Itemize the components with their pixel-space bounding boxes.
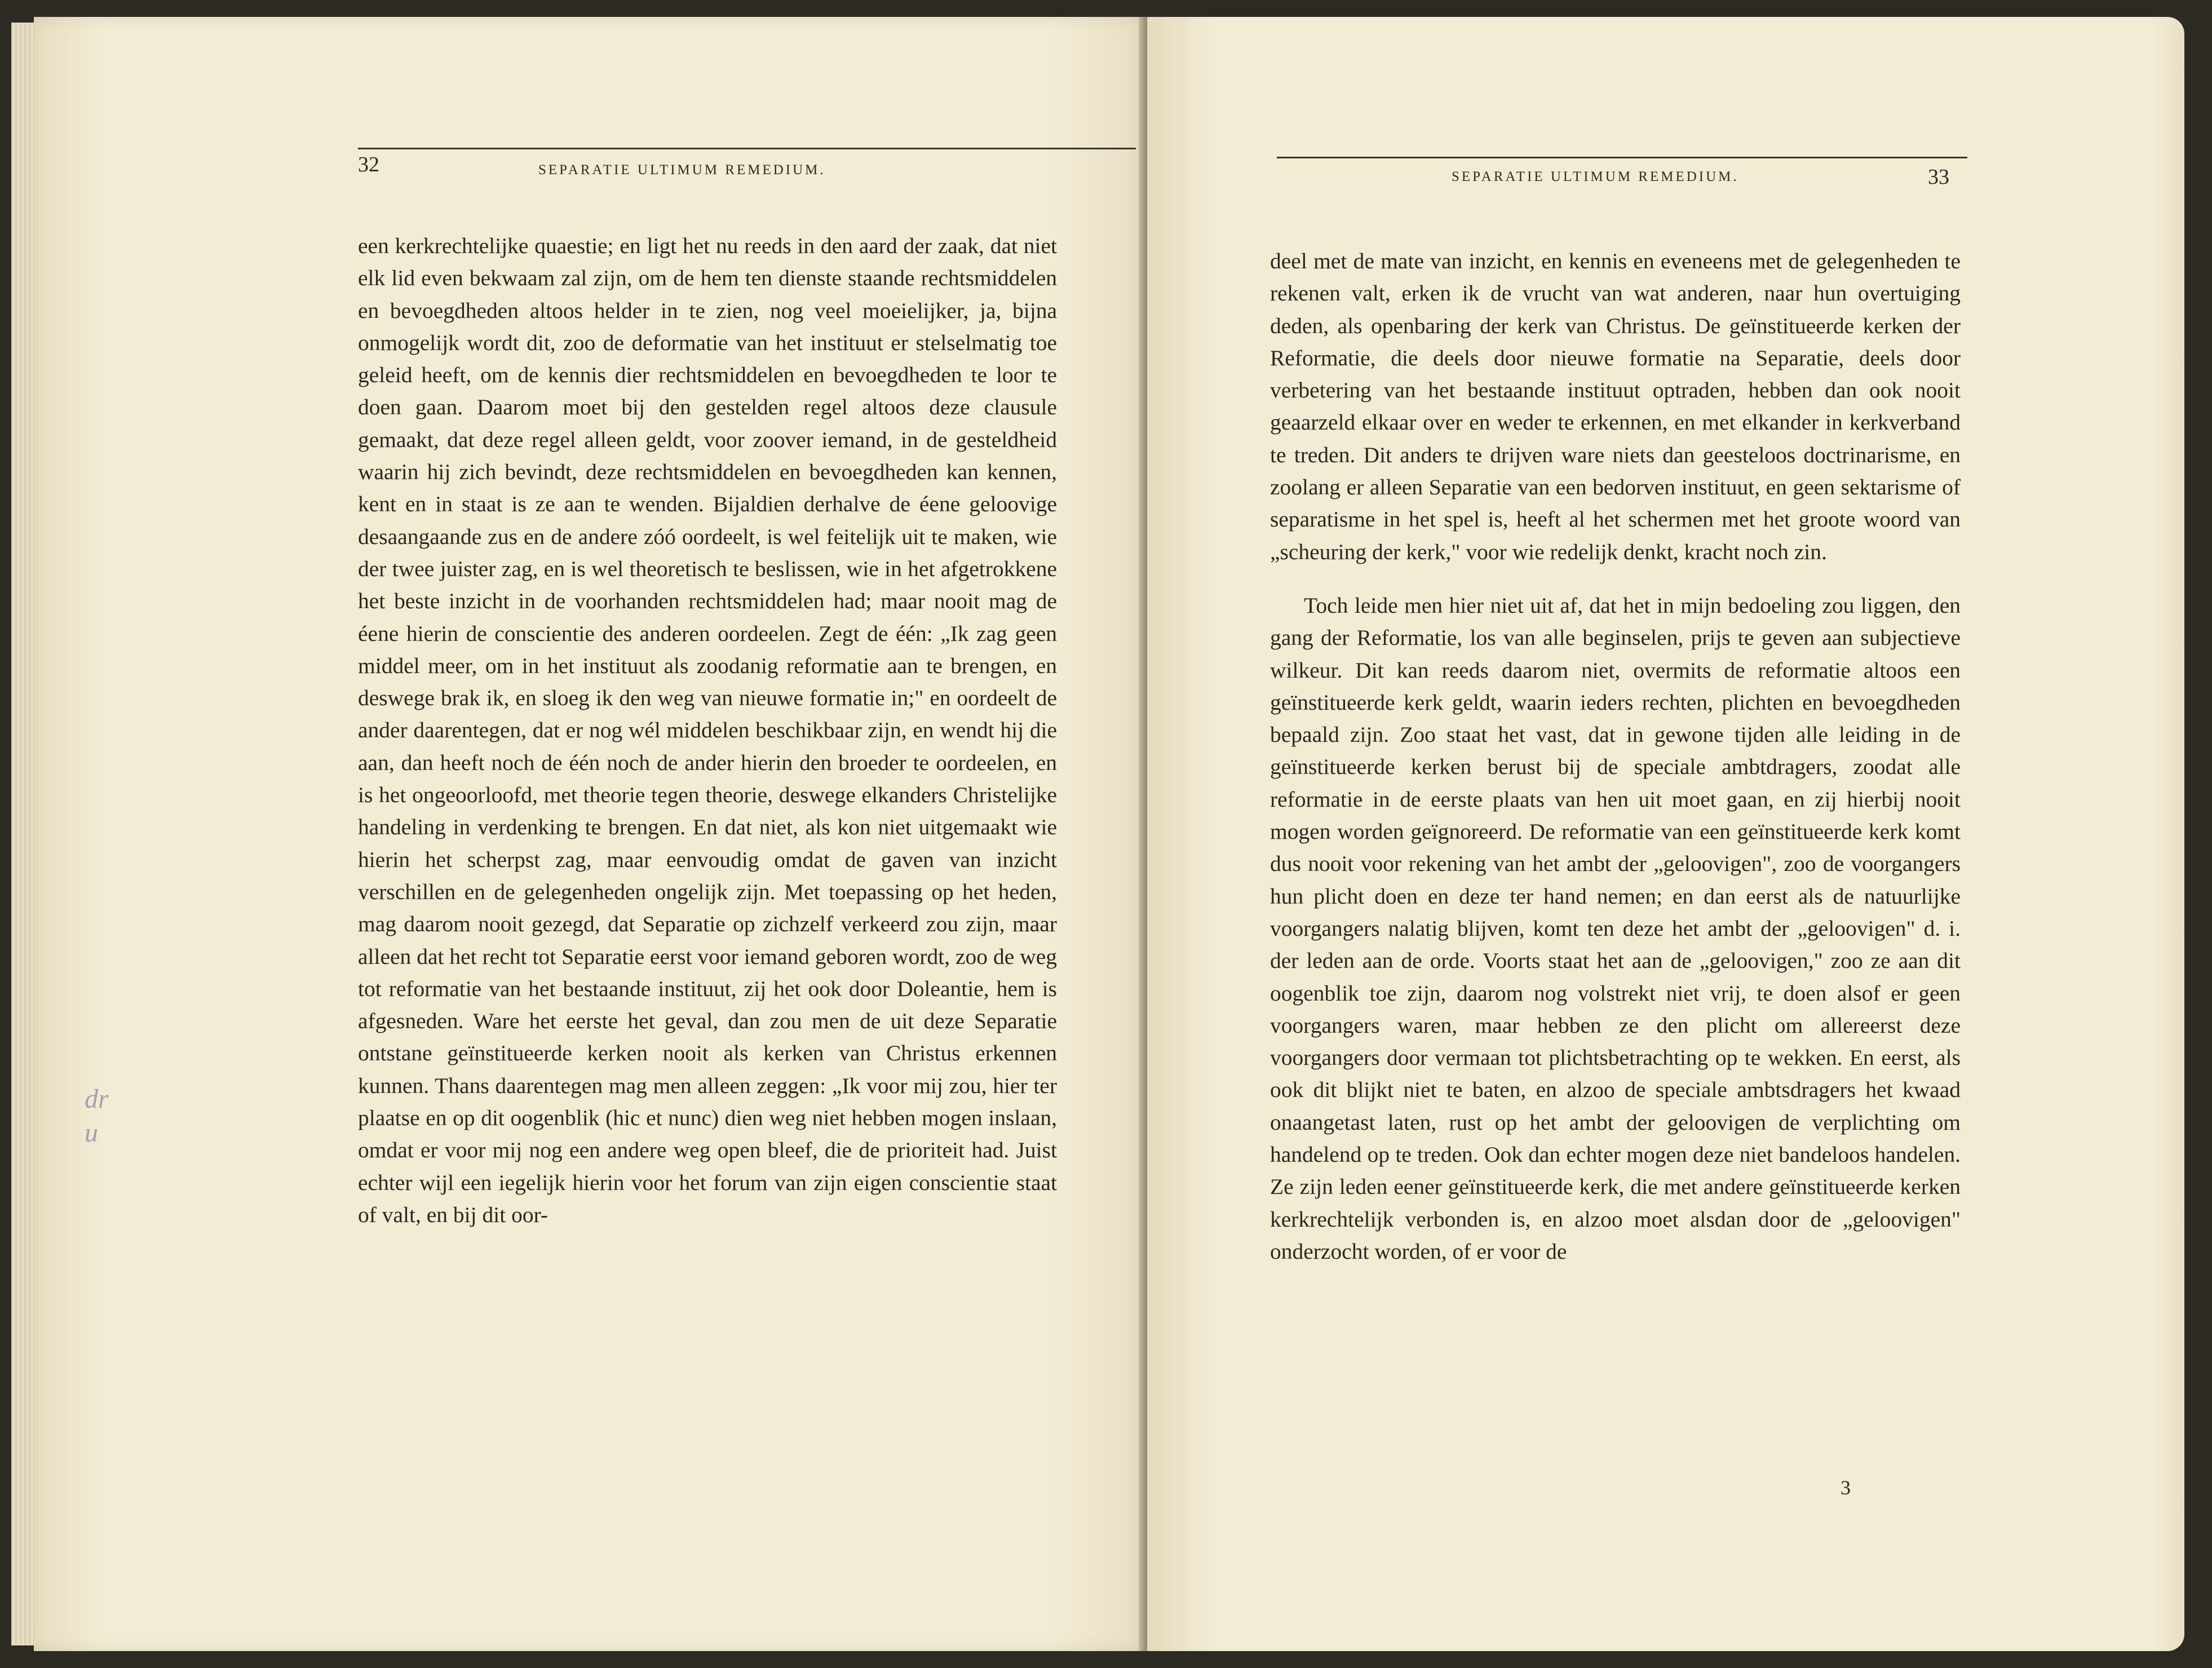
right-page-number: 33 — [1928, 165, 1949, 189]
signature-mark: 3 — [1841, 1476, 1851, 1499]
left-body-text — [358, 230, 1057, 1231]
right-running-head: SEPARATIE ULTIMUM REMEDIUM. — [1452, 169, 1739, 184]
pencil-margin-note: dr u — [85, 1084, 109, 1148]
left-page — [34, 17, 1147, 1651]
right-paragraph-1: deel met de mate van inzicht, en kennis en eveneens met de gelegenheden te rekenen valt, erken ik de vrucht van wat anderen, naar hun overtuiging deden, als openbaring der kerk van Christus. De geïnstitueerde kerken der Reformatie, die deels door nieuwe formatie na Separatie, deels door verbetering van het bestaande instituut optraden, hebben dan ook nooit geaarzeld elkaar over en weder te erkennen, en met elkander in kerkverband te treden. Dit anders te drijven ware niets dan geesteloos doctrinarisme, en zoolang er alleen Separatie van een bedorven instituut, en geen sektarisme of separatisme in het spel is, heeft al het schermen met het groote woord van „scheuring der kerk," voor wie redelijk denkt, kracht noch zin. — [1270, 249, 1961, 564]
right-header-rule — [1277, 157, 1967, 158]
right-page — [1147, 17, 2184, 1651]
left-running-head: SEPARATIE ULTIMUM REMEDIUM. — [538, 162, 826, 178]
left-header-rule — [358, 148, 1136, 149]
left-paragraph: een kerkrechtelijke quaestie; en ligt het nu reeds in den aard der zaak, dat niet elk lid even bekwaam zal zijn, om de hem ten dienste staande rechtsmiddelen en bevoegdheden altoos helder in te zien, nog veel moeielijker, ja, bijna onmogelijk wordt dit, zoo de deformatie van het instituut er stelselmatig toe geleid heeft, om de kennis dier rechtsmiddelen en bevoegdheden te loor te doen gaan. Daarom moet bij den gestelden regel altoos deze clausule gemaakt, dat deze regel alleen geldt, voor zoover iemand, in de gesteldheid waarin hij zich bevindt, deze rechtsmiddelen en bevoegdheden kan kennen, kent en in staat is ze aan te wenden. Bijaldien derhalve de éene geloovige desaangaande zus en de andere zóó oordeelt, is wel feitelijk uit te maken, wie der twee juister zag, en is wel theoretisch te beslissen, wie in het afgetrokkene het beste inzicht in de voorhanden rechtsmiddelen had; maar nooit mag de éene hierin de conscientie des anderen oordeelen. Zegt de één: „Ik zag geen middel meer, om in het instituut als zoodanig reformatie aan te brengen, en deswege brak ik, en sloeg ik den weg van nieuwe formatie in;" en oordeelt de ander daarentegen, dat er nog wél middelen beschikbaar zijn, en wendt hij die aan, dan heeft noch de één noch de ander hierin den broeder te oordeelen, en is het ongeoorloofd, met theorie tegen theorie, deswege elkanders Christelijke handeling in verdenking te brengen. En dat niet, als kon niet uitgemaakt wie hierin het scherpst zag, maar eenvoudig omdat de gaven van inzicht verschillen en de gelegenheden ongelijk zijn. Met toepassing op het heden, mag daarom nooit gezegd, dat Separatie op zichzelf verkeerd zou zijn, maar alleen dat het recht tot Separatie eerst voor iemand geboren wordt, zoo de weg tot reformatie van het bestaande instituut, zij het ook door Doleantie, hem is afgesneden. Ware het eerste het geval, dan zou men de uit deze Separatie ontstane geïnstitueerde kerken nooit als kerken van Christus erkennen kunnen. Thans daarentegen mag men alleen zeggen: „Ik voor mij zou, hier ter plaatse en op dit oogenblik (hic et nunc) dien weg niet hebben mogen inslaan, omdat er voor mij nog een andere weg open bleef, die de prioriteit had. Juist echter wijl een iegelijk hierin voor het forum van zijn eigen conscientie staat of valt, en bij dit oor- — [358, 233, 1057, 1227]
left-page-number: 32 — [358, 153, 379, 176]
right-paragraph-2: Toch leide men hier niet uit af, dat het in mijn bedoeling zou liggen, den gang der Reformatie, los van alle beginselen, prijs te geven aan subjectieve wilkeur. Dit kan reeds daarom niet, overmits de reformatie altoos een geïnstitueerde kerk geldt, waarin ieders rechten, plichten en bevoegdheden bepaald zijn. Zoo staat het vast, dat in gewone tijden alle leiding in de geïnstitueerde kerken berust bij de speciale ambtdragers, zoodat alle reformatie in de eerste plaats van hen uit moet gaan, en zij hierbij nooit mogen worden geïgnoreerd. De reformatie van een geïnstitueerde kerk komt dus nooit voor rekening van het ambt der „geloovigen", zoo de voorgangers hun plicht doen en deze ter hand nemen; en dan eerst als de natuurlijke voorgangers nalatig blijven, komt ten deze het ambt der „geloovigen" d. i. der leden aan de orde. Voorts staat het aan de „geloovigen," zoo ze aan dit oogenblik toe zijn, daarom nog volstrekt niet vrij, te doen alsof er geen voorgangers waren, maar hebben ze den plicht om allereerst deze voorgangers door vermaan tot plichtsbetrachting op te wekken. En eerst, als ook dit blijkt niet te baten, en alzoo de speciale ambtsdragers het kwaad onaangetast laten, rust op het ambt der geloovigen de verplichting om handelend op te treden. Ook dan echter mogen deze niet bandeloos handelen. Ze zijn leden eener geïnstitueerde kerk, die met andere geïnstitueerde kerken kerkrechtelijk verbonden is, en alzoo moet alsdan door de „geloovigen" onderzocht worden, of er voor de — [1270, 592, 1961, 1264]
right-body-text — [1270, 245, 1961, 1268]
left-header — [358, 152, 1130, 186]
right-header — [1277, 165, 1967, 203]
